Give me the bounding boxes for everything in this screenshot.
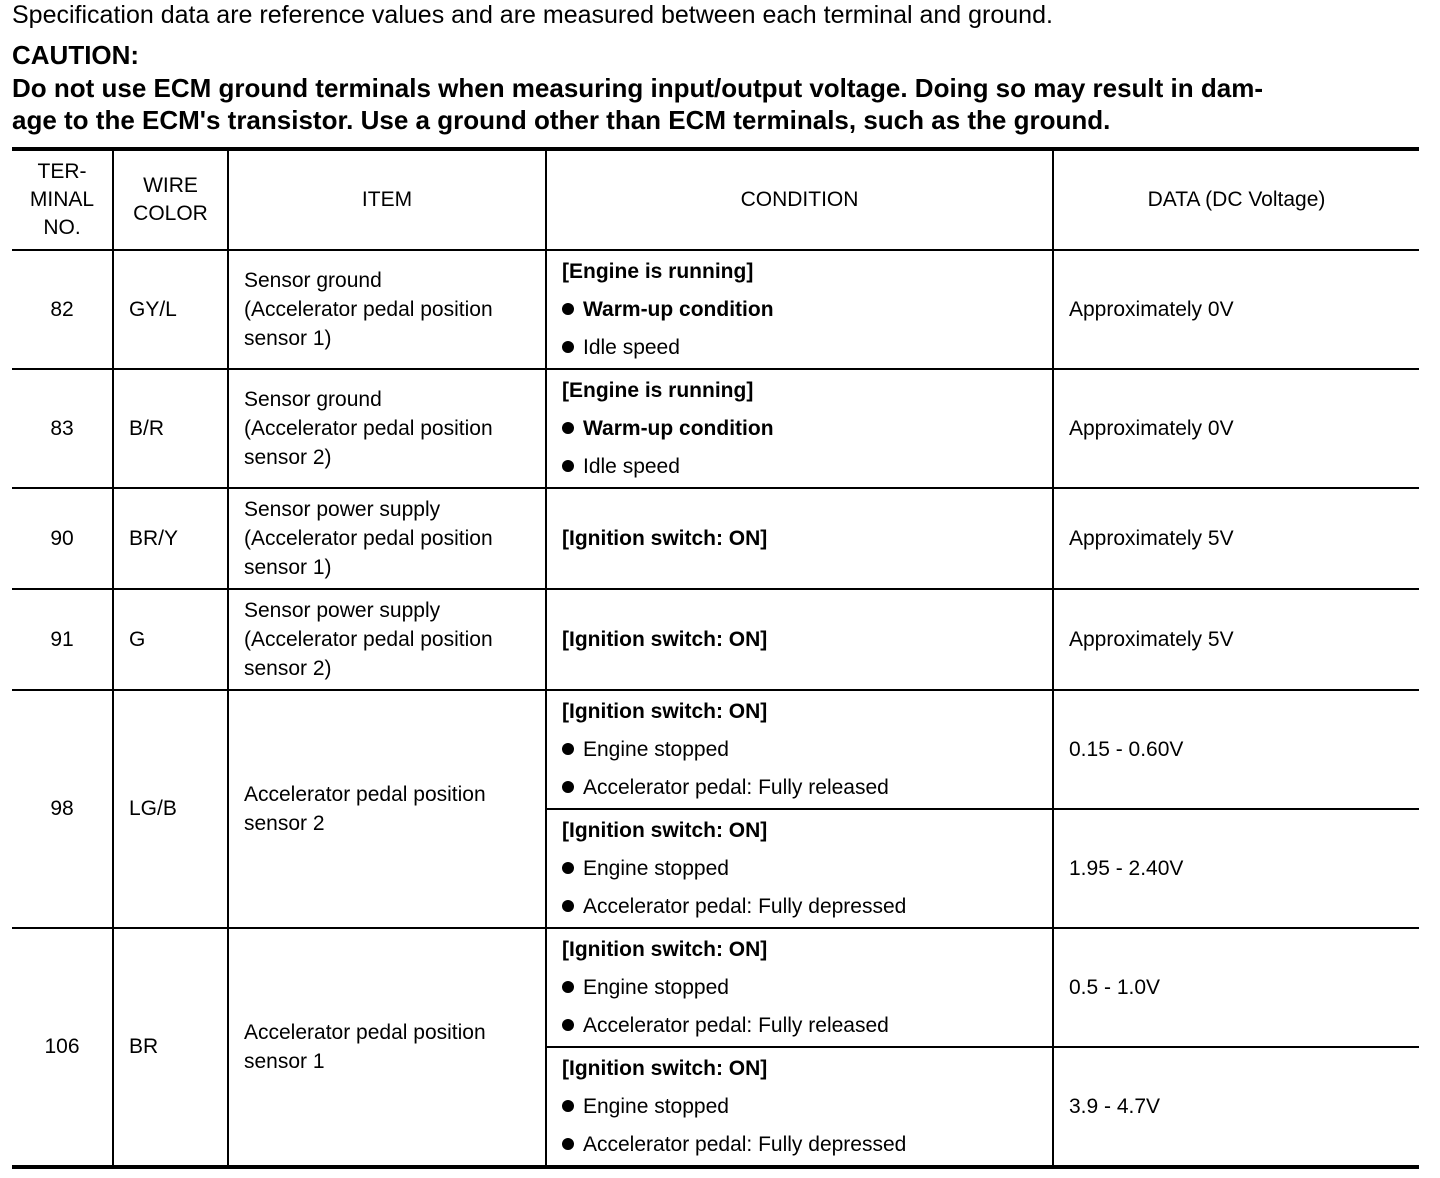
condition-bullet (562, 448, 1052, 486)
condition-cell (546, 809, 1053, 928)
table-row (12, 589, 1419, 690)
bullet-text: Engine stopped (583, 975, 729, 999)
table-row (12, 928, 1419, 1047)
bullet-dot-icon (562, 303, 574, 315)
bullet-dot-icon (562, 460, 574, 472)
item-line: (Accelerator pedal position (244, 417, 493, 440)
bullet-text: Warm-up condition (583, 416, 774, 440)
condition-heading: [Ignition switch: ON] (562, 937, 768, 961)
bullet-dot-icon (562, 900, 574, 912)
header-line: COLOR (133, 202, 208, 225)
bullet-text: Idle speed (583, 335, 680, 359)
bullet-text: Warm-up condition (583, 297, 774, 321)
terminal-no: 98 (12, 690, 113, 928)
bullet-dot-icon (562, 981, 574, 993)
item-line: sensor 2 (244, 812, 325, 835)
condition-heading: [Ignition switch: ON] (562, 1056, 768, 1080)
header-line: TER- (37, 160, 87, 183)
bullet-text: Engine stopped (583, 737, 729, 761)
condition-heading: [Engine is running] (562, 259, 754, 283)
item-line: sensor 1) (244, 327, 332, 350)
condition-bullet (562, 731, 1052, 769)
item-line: Sensor power supply (244, 498, 441, 521)
item-line: Sensor power supply (244, 599, 441, 622)
header-item: ITEM (228, 149, 546, 250)
item-line: (Accelerator pedal position (244, 298, 493, 321)
dc-voltage-value: Approximately 5V (1053, 488, 1419, 589)
condition-bullet (562, 769, 1052, 807)
header-wire-color (113, 149, 228, 250)
condition-bullet (562, 1126, 1052, 1164)
bullet-dot-icon (562, 422, 574, 434)
item-description (228, 250, 546, 369)
item-line: sensor 1 (244, 1050, 325, 1073)
condition-cell (546, 369, 1053, 488)
terminal-no: 82 (12, 250, 113, 369)
item-line: Sensor ground (244, 388, 382, 411)
item-description (228, 589, 546, 690)
condition-bullet (562, 969, 1052, 1007)
dc-voltage-value: 1.95 - 2.40V (1053, 809, 1419, 928)
condition-cell (546, 928, 1053, 1047)
header-line: MINAL (29, 188, 95, 211)
header-row (12, 149, 1419, 250)
item-description (228, 488, 546, 589)
dc-voltage-value: 0.15 - 0.60V (1053, 690, 1419, 809)
bullet-dot-icon (562, 862, 574, 874)
condition-heading: [Ignition switch: ON] (562, 699, 768, 723)
wire-color: GY/L (113, 250, 228, 369)
wire-color: BR (113, 928, 228, 1167)
condition-cell (546, 690, 1053, 809)
condition-heading: [Ignition switch: ON] (562, 526, 768, 550)
wire-color: G (113, 589, 228, 690)
table-row (12, 250, 1419, 369)
wire-color: BR/Y (113, 488, 228, 589)
table-row (12, 488, 1419, 589)
condition-bullet (562, 850, 1052, 888)
bullet-dot-icon (562, 1138, 574, 1150)
condition-heading: [Engine is running] (562, 378, 754, 402)
item-description (228, 690, 546, 928)
item-line: (Accelerator pedal position (244, 527, 493, 550)
caution-heading: CAUTION: (12, 40, 140, 70)
condition-cell (546, 589, 1053, 690)
item-line: Sensor ground (244, 269, 382, 292)
bullet-text: Accelerator pedal: Fully depressed (583, 894, 907, 918)
header-line: NO. (43, 216, 81, 239)
terminal-no: 90 (12, 488, 113, 589)
dc-voltage-value: 3.9 - 4.7V (1053, 1047, 1419, 1167)
dc-voltage-value: 0.5 - 1.0V (1053, 928, 1419, 1047)
dc-voltage-value: Approximately 0V (1053, 250, 1419, 369)
wire-color: LG/B (113, 690, 228, 928)
item-line: sensor 2) (244, 657, 332, 680)
header-terminal-no (12, 149, 113, 250)
item-line: sensor 2) (244, 446, 332, 469)
item-line: Accelerator pedal position (244, 1021, 486, 1044)
bullet-dot-icon (562, 1019, 574, 1031)
item-line: Accelerator pedal position (244, 783, 486, 806)
bullet-text: Accelerator pedal: Fully depressed (583, 1132, 907, 1156)
dc-voltage-value: Approximately 5V (1053, 589, 1419, 690)
header-condition: CONDITION (546, 149, 1053, 250)
bullet-dot-icon (562, 1100, 574, 1112)
terminal-spec-table (12, 147, 1419, 1169)
bullet-text: Engine stopped (583, 856, 729, 880)
bullet-text: Accelerator pedal: Fully released (583, 1013, 889, 1037)
terminal-no: 106 (12, 928, 113, 1167)
header-data: DATA (DC Voltage) (1053, 149, 1419, 250)
condition-cell (546, 488, 1053, 589)
dc-voltage-value: Approximately 0V (1053, 369, 1419, 488)
bullet-text: Engine stopped (583, 1094, 729, 1118)
terminal-no: 91 (12, 589, 113, 690)
bullet-text: Accelerator pedal: Fully released (583, 775, 889, 799)
caution-line: age to the ECM's transistor. Use a ground other than ECM terminals, such as the ground. (12, 105, 1111, 135)
item-line: (Accelerator pedal position (244, 628, 493, 651)
table-row (12, 369, 1419, 488)
intro-text: Specification data are reference values and are measured between each terminal and ground. (12, 1, 1053, 29)
bullet-text: Idle speed (583, 454, 680, 478)
caution-line: Do not use ECM ground terminals when measuring input/output voltage. Doing so may result in dam- (12, 73, 1263, 103)
bullet-dot-icon (562, 781, 574, 793)
item-description (228, 369, 546, 488)
bullet-dot-icon (562, 743, 574, 755)
condition-cell (546, 250, 1053, 369)
header-line: WIRE (143, 174, 198, 197)
caution-text (12, 72, 1432, 136)
condition-bullet (562, 1088, 1052, 1126)
condition-bullet (562, 1007, 1052, 1045)
condition-bullet (562, 329, 1052, 367)
terminal-no: 83 (12, 369, 113, 488)
condition-bullet (562, 410, 1052, 448)
wire-color: B/R (113, 369, 228, 488)
item-line: sensor 1) (244, 556, 332, 579)
condition-heading: [Ignition switch: ON] (562, 627, 768, 651)
bullet-dot-icon (562, 341, 574, 353)
condition-bullet (562, 291, 1052, 329)
condition-heading: [Ignition switch: ON] (562, 818, 768, 842)
condition-bullet (562, 888, 1052, 926)
condition-cell (546, 1047, 1053, 1167)
table-row (12, 690, 1419, 809)
item-description (228, 928, 546, 1167)
